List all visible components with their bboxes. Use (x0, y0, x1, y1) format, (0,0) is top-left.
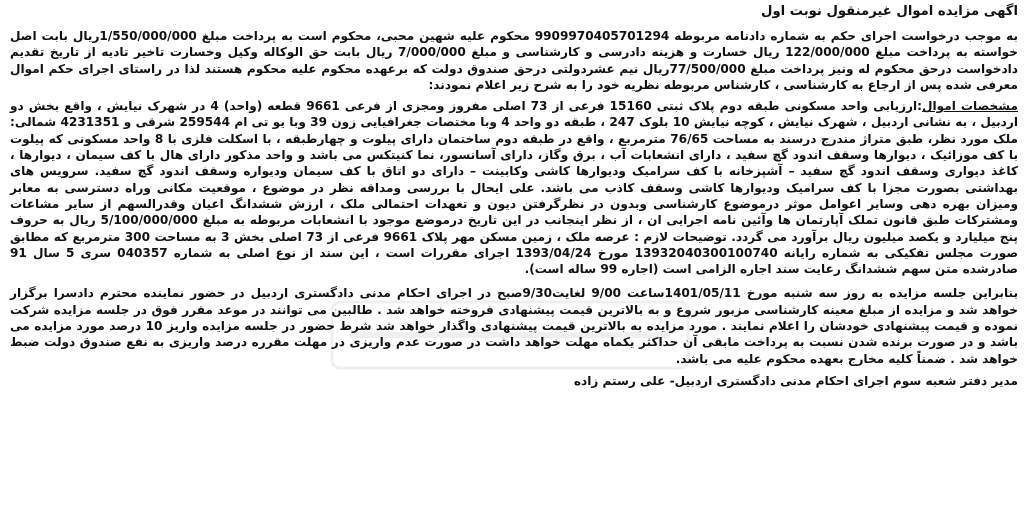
signature-line: مدیر دفتر شعبه سوم اجرای احکام مدنی دادگستری اردبیل- علی رستم زاده (573, 373, 1018, 388)
property-label: مشخصات اموال (922, 99, 1019, 114)
auction-terms-paragraph: بنابراین جلسه مزایده به روز سه شنبه مورخ 1401/05/11ساعت 9/00 لغایت9/30صبح در اجرای احکام مدنی دادگستری اردبیل در حضور نماینده محترم دادسرا برگزار خواهد شد و مزایده از مبلغ معینه کارشناسی مزبور شروع و به بالاترین قیمت پیشنهادی فروخته خواهد شد . طالبین می توانند در موعد مقرر فوق در جلسه مزایده شرکت نموده و قیمت پیشنهادی خودشان را اعلام نمایند . مورد مزایده به بالاترین قیمت پیشنهادی واگذار خواهد شد شرط حضور در جلسه مزایده واریز 10 درصد مورد مزایده می باشد و در صورت برنده شدن نسبت به پرداخت مابقی آن حداکثر یکماه مهلت خواهد داشت در صورت عدم واریزی در مهلت مقرره درصد واریزی به نفع صندوق دولت ضبط خواهد شد . ضمناً کلیه مخارج بعهده محکوم علیه می باشد. (10, 286, 1019, 366)
property-description-paragraph (10, 98, 1018, 277)
property-description-text: :ارزیابی واحد مسکونی طبقه دوم پلاک ثبتی 15160 فرعی از 73 اصلی مفروز ومجزی از فرعی 9661 قطعه (واحد) 4 در شهرک نیایش ، واقع بخش دو اردبیل ، به نشانی اردبیل ، شهرک نیایش ، کوچه نیایش 10 بلوک 247 ، طبقه دو واحد 4 وبا مختصات جغرافیایی زون 39 وبا یو تی ام 259544 شرقی و 4231351 شمالی: ملک مورد نظر، طبق متراژ مندرج درسند به مساحت 76/65 مترمربع ، واقع در طبقه دوم ساختمان دارای پیلوت و چهارطبقه ، با اسکلت فلزی با 8 واحد مسکونی که پیلوت با کف موزائیک ، دیوارها وسقف اندود گچ سفید ، دارای انشعابات آب ، برق وگاز، دارای آسانسور، نما کنیتکس می باشد و واحد مذکور دارای هال با کف سیمان ، دیوارها ، کاغذ دیواری وسقف اندود گچ سفید – آشپزخانه با کف سرامیک ودیوارها کاشی وکابینت – دارای دو اتاق با کف سیمان ودیواره وسقف اندود گچ سفید. سرویس های بهداشتی بصورت مجزا با کف سرامیک ودیوارها کاشی وسقف کاذب می باشد. علی ایحال با بررسی ومداقه نظر در موضوع ، موقعیت مکانی وراه دسترسی به معابر ومیزان بهره دهی وسایر اعوامل موثر درموضوع کارشناسی وبدون در نظرگرفتن دیون و تعهدات احتمالی ملک ، ارزش ششدانگ اعیان وقدرالسهم از سایر مشاعات ومشترکات طبق قانون تملک آپارتمان ها وآئین نامه اجرایی ان ، از نظر اینجانب در این تاریخ درموضع موجود با انشعابات مربوطه به مبلغ 5/100/000/000 ریال به حروف پنج میلیارد و یکصد میلیون ریال برآورد می گردد. توضیحات لازم : عرصه ملک ، زمین مسکن مهر پلاک 9661 فرعی از 73 اصلی بخش 3 به مساحت 300 مترمربع که مطابق صورت مجلس تفکیکی به شماره رایانه 13932040300100740 مورخ 1393/04/24 اجرای مقررات است ، این سند از نوع اصلی به شماره 040357 سری 5 سال 91 صادرشده متن سهم ششدانگ رعایت سند اجاره الزامی است (اجاره 99 ساله است). (10, 99, 1019, 277)
notice-intro-paragraph: به موجب درخواست اجرای حکم به شماره دادنامه مربوطه 9909970405701294 محکوم علیه شهین محبی، محکوم است به پرداخت مبلغ 1/550/000/000ریال بابت اصل خواسته به پرداخت مبلغ 122/000/000 ریال خسارت و هزینه دادرسی و کارشناسی و مبلغ 7/000/000 ریال بابت حق الوکاله وکیل وخسارت تاخیر تادیه از تاریخ تقدیم دادخواست درحق محکوم له ونیز پرداخت مبلغ 77/500/000ریال نیم عشردولتی درحق صندوق دولت که برعهده محکوم علیه محکوم هستند لذا در راستای اجرای حکم اموال معرفی شده پس از ارجاع به کارشناسی ، کارشناس مربوطه نظریه خود را به شرح زیر اعلام نمودند: (10, 29, 1019, 92)
notice-title: اگهی مزایده اموال غیرمنقول نوبت اول (761, 4, 1018, 19)
